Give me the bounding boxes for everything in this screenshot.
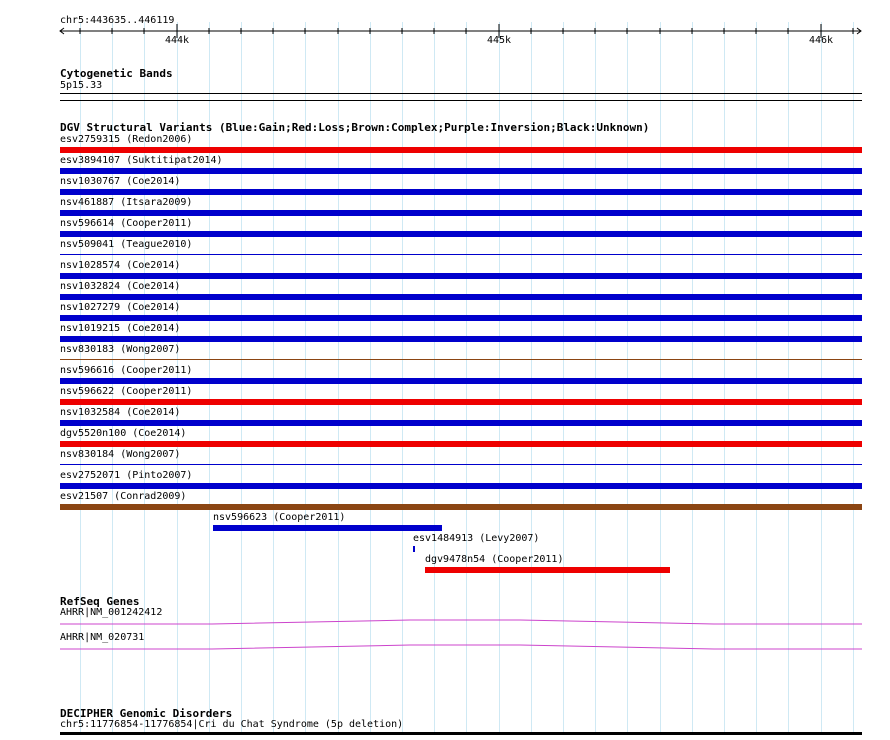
cytoband-track-title: Cytogenetic Bands bbox=[60, 67, 173, 80]
variant-label[interactable]: nsv596622 (Cooper2011) bbox=[60, 386, 193, 397]
variant-label[interactable]: nsv1027279 (Coe2014) bbox=[60, 302, 181, 313]
variant-label[interactable]: esv1484913 (Levy2007) bbox=[413, 533, 540, 544]
cytoband-label: 5p15.33 bbox=[60, 80, 103, 91]
variant-label[interactable]: nsv461887 (Itsara2009) bbox=[60, 197, 193, 208]
decipher-feature-label[interactable]: chr5:11776854-11776854|Cri du Chat Syndrome (5p deletion) bbox=[60, 719, 404, 730]
ruler-tick-label: 446k bbox=[809, 35, 834, 46]
variant-label[interactable]: dgv9478n54 (Cooper2011) bbox=[425, 554, 564, 565]
variant-label[interactable]: nsv830183 (Wong2007) bbox=[60, 344, 181, 355]
variant-label[interactable]: esv2759315 (Redon2006) bbox=[60, 134, 193, 145]
ruler-tick-label: 445k bbox=[487, 35, 512, 46]
variant-label[interactable]: nsv1030767 (Coe2014) bbox=[60, 176, 181, 187]
decipher-feature-bar[interactable] bbox=[60, 732, 862, 735]
variant-label[interactable]: esv2752071 (Pinto2007) bbox=[60, 470, 193, 481]
variant-label[interactable]: nsv1032824 (Coe2014) bbox=[60, 281, 181, 292]
variant-label[interactable]: dgv5520n100 (Coe2014) bbox=[60, 428, 187, 439]
variant-label[interactable]: esv21507 (Conrad2009) bbox=[60, 491, 187, 502]
variant-label[interactable]: nsv596623 (Cooper2011) bbox=[213, 512, 346, 523]
variant-label[interactable]: nsv596616 (Cooper2011) bbox=[60, 365, 193, 376]
gene-label[interactable]: AHRR|NM_020731 bbox=[60, 632, 145, 643]
variant-label[interactable]: nsv830184 (Wong2007) bbox=[60, 449, 181, 460]
variant-label[interactable]: nsv1028574 (Coe2014) bbox=[60, 260, 181, 271]
gene-model-line bbox=[60, 645, 862, 649]
variant-label[interactable]: nsv1032584 (Coe2014) bbox=[60, 407, 181, 418]
decipher-track-title: DECIPHER Genomic Disorders bbox=[60, 707, 233, 720]
gene-label[interactable]: AHRR|NM_001242412 bbox=[60, 607, 163, 618]
variant-label[interactable]: nsv596614 (Cooper2011) bbox=[60, 218, 193, 229]
ruler-location: chr5:443635..446119 bbox=[60, 15, 175, 26]
variant-label[interactable]: nsv1019215 (Coe2014) bbox=[60, 323, 181, 334]
ruler-tick-label: 444k bbox=[165, 35, 190, 46]
dgv-track-title: DGV Structural Variants (Blue:Gain;Red:Loss;Brown:Complex;Purple:Inversion;Black:Unknown) bbox=[60, 121, 650, 134]
variant-label[interactable]: esv3894107 (Suktitipat2014) bbox=[60, 155, 223, 166]
refseq-track-title: RefSeq Genes bbox=[60, 595, 140, 608]
variant-label[interactable]: nsv509041 (Teague2010) bbox=[60, 239, 193, 250]
gene-model-line bbox=[60, 620, 862, 624]
